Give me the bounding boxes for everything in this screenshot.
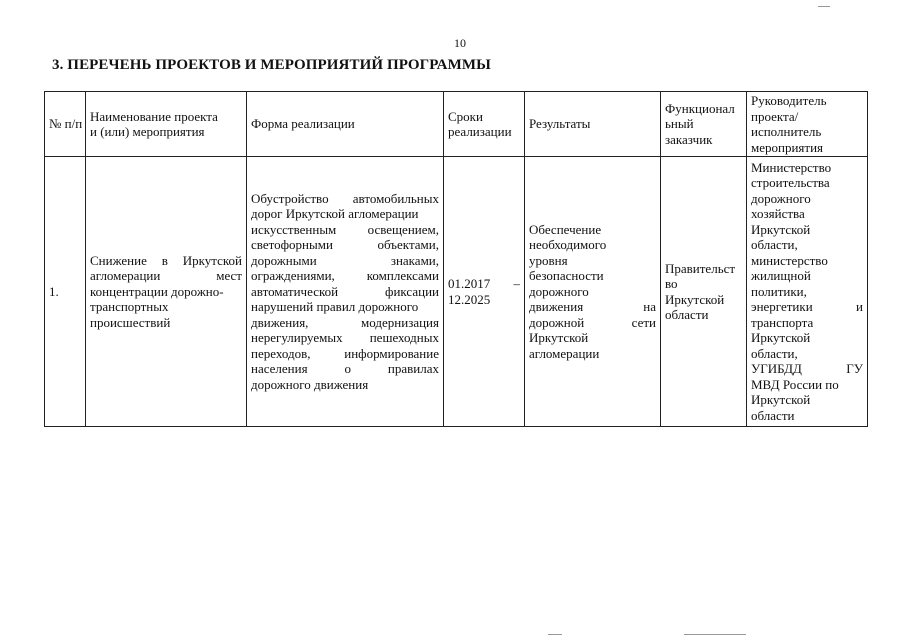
text-line (751, 140, 863, 156)
header-executor (747, 92, 868, 157)
text-line (751, 361, 863, 377)
text-word: дорожной (529, 314, 585, 330)
text-line (751, 377, 863, 393)
text-word: дорог Иркутской агломерации (251, 206, 419, 222)
text-line (751, 222, 863, 238)
text-line (529, 268, 656, 284)
text-line (90, 253, 242, 269)
text-line (251, 268, 439, 284)
text-line (251, 299, 439, 315)
text-word: безопасности (529, 268, 604, 284)
text-word: Форма реализации (251, 116, 355, 132)
text-word: ьный (665, 116, 694, 132)
header-name (86, 92, 247, 157)
text-line (529, 299, 656, 315)
text-line (529, 330, 656, 346)
text-line (529, 116, 656, 132)
text-word: Иркутской (751, 330, 811, 346)
text-word: фиксации (385, 283, 439, 299)
text-line (448, 124, 520, 140)
text-line (90, 284, 242, 300)
header-period (444, 92, 525, 157)
page-number: 10 (454, 36, 466, 50)
text-line (665, 101, 742, 117)
text-word: Обеспечение (529, 221, 602, 237)
text-line (665, 261, 742, 277)
header-customer (661, 92, 747, 157)
text-word: агломерации (90, 268, 161, 284)
text-word: уровня (529, 252, 568, 268)
text-word: светофорными (251, 237, 333, 253)
text-word: на (643, 299, 656, 315)
text-line (49, 116, 81, 132)
text-word: области, (751, 237, 798, 253)
cell-customer (661, 157, 747, 427)
text-line (251, 284, 439, 300)
text-word: политики, (751, 283, 807, 299)
text-line (251, 191, 439, 207)
text-line (529, 284, 656, 300)
text-word: реализации (448, 124, 512, 139)
text-line (529, 315, 656, 331)
text-line (90, 268, 242, 284)
text-word: – (513, 276, 520, 291)
text-word: комплексами (366, 268, 439, 284)
text-word: Иркутской (529, 330, 589, 346)
text-line (251, 253, 439, 269)
text-line (751, 253, 863, 269)
text-word: транспортных (90, 299, 169, 315)
text-line (90, 109, 242, 125)
text-word: области (751, 407, 795, 423)
text-word: о (344, 361, 351, 377)
text-line (751, 392, 863, 408)
text-word: и (856, 299, 863, 315)
text-line (751, 330, 863, 346)
text-line (665, 116, 742, 132)
text-line (90, 299, 242, 315)
text-word: информирование (344, 345, 439, 361)
text-line (751, 160, 863, 176)
text-word: дорожного (751, 190, 811, 206)
text-line (751, 124, 863, 140)
text-word: автоматической (251, 283, 339, 299)
text-line (751, 315, 863, 331)
text-line (529, 253, 656, 269)
text-line (665, 292, 742, 308)
text-word: нерегулируемых (251, 330, 343, 346)
header-number (45, 92, 86, 157)
text-line (751, 408, 863, 424)
text-word: нарушений правил дорожного (251, 299, 419, 315)
text-line (751, 284, 863, 300)
text-line (665, 132, 742, 148)
text-word: ограждениями, (251, 268, 335, 284)
text-line (251, 346, 439, 362)
text-word: жилищной (751, 268, 811, 284)
text-word: освещением, (367, 221, 439, 237)
text-word: и (или) мероприятия (90, 124, 205, 139)
text-word: Сроки (448, 108, 483, 124)
text-word: УГИБДД (751, 361, 802, 377)
text-word: модернизация (361, 314, 439, 330)
text-word: Иркутской (665, 291, 725, 307)
text-word: Функционал (665, 100, 735, 116)
text-word: Снижение (90, 252, 147, 268)
text-line (751, 237, 863, 253)
text-word: сети (631, 314, 656, 330)
text-line (90, 315, 242, 331)
text-line (448, 276, 520, 292)
text-word: во (665, 276, 678, 291)
text-line (751, 299, 863, 315)
text-word: проекта/ (751, 108, 799, 124)
text-word: области, (751, 345, 798, 361)
text-line (751, 191, 863, 207)
text-line (665, 276, 742, 292)
text-word: министерство (751, 252, 828, 268)
text-line (751, 93, 863, 109)
text-word: пешеходных (369, 330, 439, 346)
text-line (751, 175, 863, 191)
text-line (529, 237, 656, 253)
text-line (251, 361, 439, 377)
text-word: области (665, 307, 709, 322)
text-word: Иркутской (182, 252, 242, 268)
text-word: мероприятия (751, 139, 824, 155)
text-word: автомобильных (352, 190, 439, 206)
cell-results (525, 157, 661, 427)
scan-speck (548, 634, 562, 635)
text-word: 01.2017 (448, 276, 491, 291)
text-line (665, 307, 742, 323)
text-word: в (161, 252, 168, 268)
text-word: движения (529, 299, 584, 315)
text-line (751, 109, 863, 125)
text-word: переходов, (251, 345, 311, 361)
text-word: Иркутской (751, 392, 811, 408)
text-word: необходимого (529, 237, 607, 253)
text-word: дорожного (529, 283, 589, 299)
text-line (251, 222, 439, 238)
text-word: происшествий (90, 314, 171, 330)
header-results (525, 92, 661, 157)
scan-speck (684, 634, 746, 635)
text-word: хозяйства (751, 206, 805, 222)
text-word: движения, (251, 314, 309, 330)
text-word: Министерство (751, 159, 832, 175)
text-line (529, 222, 656, 238)
text-word: населения (251, 361, 308, 377)
text-word: знаками, (390, 252, 439, 268)
text-line (448, 292, 520, 308)
text-word: дорожного движения (251, 376, 369, 392)
program-table (44, 91, 868, 427)
table-row (45, 157, 868, 427)
text-word: энергетики (751, 299, 813, 315)
text-line (251, 315, 439, 331)
cell-number: 1. (45, 157, 86, 427)
text-word: искусственным (251, 221, 337, 237)
table-header-row (45, 92, 868, 157)
text-word: ГУ (846, 361, 863, 377)
cell-executor (747, 157, 868, 427)
section-title: 3. ПЕРЕЧЕНЬ ПРОЕКТОВ И МЕРОПРИЯТИЙ ПРОГРАММЫ (52, 57, 491, 73)
text-word: № п/п (49, 116, 83, 132)
text-line (448, 109, 520, 125)
text-word: МВД России по (751, 376, 839, 392)
text-line (251, 377, 439, 393)
text-word: Результаты (529, 116, 591, 132)
text-word: 12.2025 (448, 291, 491, 307)
cell-name (86, 157, 247, 427)
text-line (529, 346, 656, 362)
text-line (751, 206, 863, 222)
text-line (251, 206, 439, 222)
text-word: строительства (751, 175, 830, 191)
text-word: заказчик (665, 131, 713, 147)
text-word: транспорта (751, 314, 814, 330)
header-form (247, 92, 444, 157)
text-word: дорожными (251, 252, 317, 268)
text-word: исполнитель (751, 124, 822, 139)
text-word: объектами, (377, 237, 439, 253)
text-word: концентрации дорожно- (90, 283, 224, 299)
scan-speck (818, 6, 830, 7)
text-word: агломерации (529, 345, 600, 361)
text-word: Иркутской (751, 221, 811, 237)
text-word: Обустройство (251, 190, 329, 206)
text-line (251, 237, 439, 253)
text-line (90, 124, 242, 140)
text-word: Наименование проекта (90, 108, 218, 124)
text-word: Руководитель (751, 93, 827, 108)
text-line (251, 116, 439, 132)
text-line (751, 346, 863, 362)
text-word: правилах (387, 361, 439, 377)
cell-form (247, 157, 444, 427)
text-word: мест (216, 268, 242, 284)
text-word: Правительст (665, 260, 736, 276)
text-line (751, 268, 863, 284)
cell-period (444, 157, 525, 427)
text-line (251, 330, 439, 346)
